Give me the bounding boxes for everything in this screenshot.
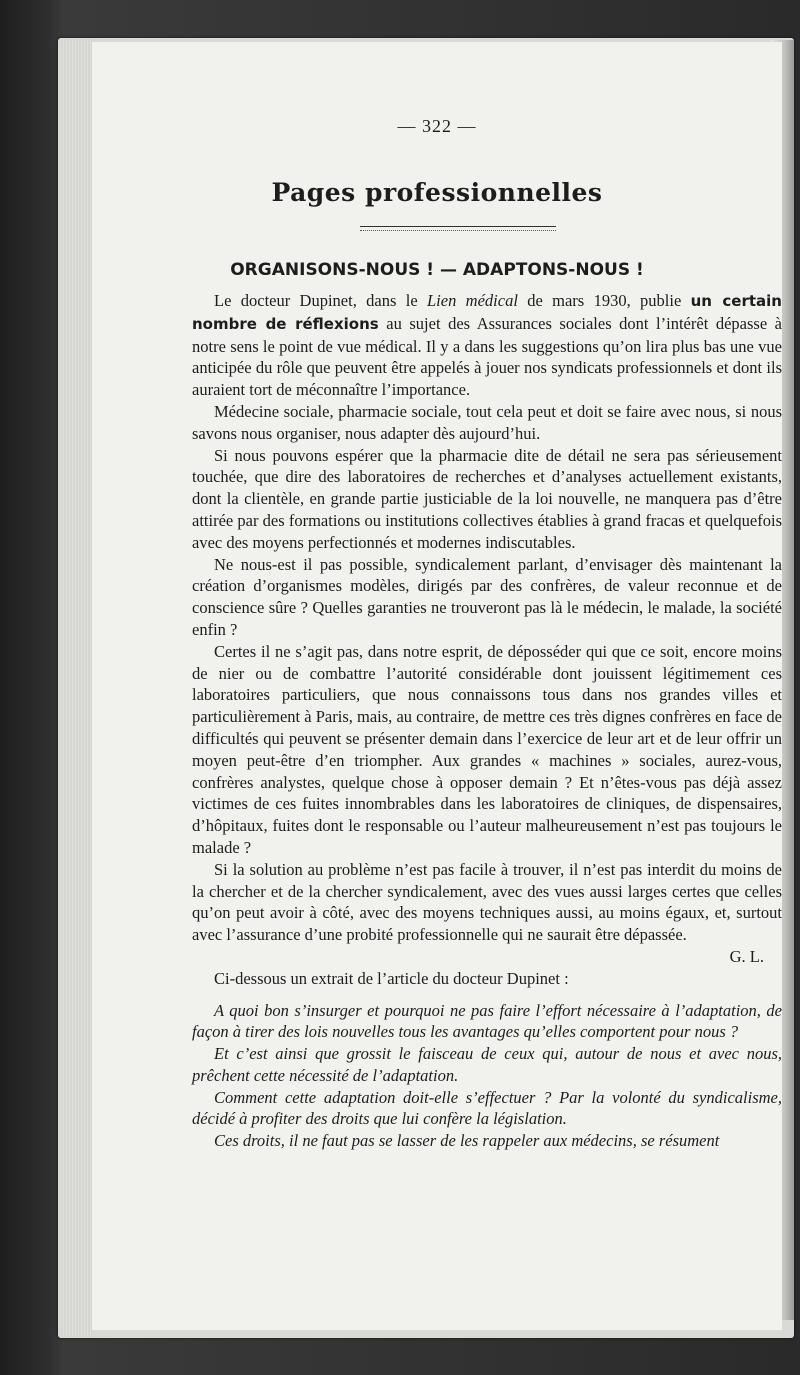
- signature: G. L.: [729, 946, 764, 966]
- text-run: Le docteur Dupinet, dans le: [214, 291, 427, 310]
- paragraph: Ne nous-est il pas possible, syndicalement parlant, d’envisager dès maintenant la création d’organismes modèles, dirigés par des confrères, de valeur reconnue et de conscience sûre ? Quelles garanties ne trouveront pas là le médecin, le malade, la société enfin ?: [192, 554, 782, 639]
- document-page: [92, 42, 782, 1330]
- section-title: Pages professionnelles: [271, 178, 603, 207]
- text-run: au sujet des Assurances sociales dont l’intérêt dépasse à notre sens le point de vue médical. Il y a dans les suggestions qu’on lira plus bas une vue anticipée du rôle que peuvent être appelés à jouer nos syndicats professionnels et dont ils auraient tort de méconnaître l’importance.: [192, 313, 783, 400]
- quote-paragraph: A quoi bon s’insurger et pourquoi ne pas faire l’effort nécessaire à l’adaptation, de façon à tirer des lois nouvelles tous les avantages qu’elles comportent pour nous ?: [192, 1000, 782, 1042]
- article-body: [192, 290, 782, 1152]
- journal-title: Lien médical: [427, 291, 518, 310]
- quote-paragraph: Et c’est ainsi que grossit le faisceau de ceux qui, autour de nous et avec nous, prêchent cette nécessité de l’adaptation.: [192, 1044, 782, 1085]
- article-heading: ORGANISONS-NOUS ! — ADAPTONS-NOUS !: [230, 260, 644, 280]
- title-divider: [360, 226, 556, 231]
- paragraph-intro: [192, 290, 782, 401]
- page-edges: [62, 40, 92, 1336]
- text-run: de mars 1930, publie: [517, 291, 691, 310]
- page-number: — 322 —: [397, 116, 477, 136]
- paragraph: Certes il ne s’agit pas, dans notre esprit, de déposséder qui que ce soit, encore moins de nier ou de combattre l’autorité considérable dont jouissent légitimement ces laboratoires particuliers, que nous connaissons tous dans nos grandes villes et particulièrement à Paris, mais, au contraire, de mettre ces très dignes confrères en face de difficultés qui peuvent se présenter demain dans l’exercice de leur art et de leur offrir un moyen peut-être d’en triompher. Aux grandes « machines » sociales, aurez-vous, confrères analystes, quelque chose à opposer demain ? Et n’êtes-vous pas déjà assez victimes de ces fuites innombrables dans les laboratoires de cliniques, de dispensaires, d’hôpitaux, fuites dont le responsable ou l’auteur malheureusement n’est pas toujours le malade ?: [192, 641, 782, 857]
- extract-intro: Ci-dessous un extrait de l’article du docteur Dupinet :: [214, 968, 569, 988]
- quote-paragraph: Comment cette adaptation doit-elle s’effectuer ? Par la volonté du syndicalisme, décidé à profiter des droits que lui confère la législation.: [192, 1087, 782, 1129]
- bold-phrase: un certain nombre de réflexions: [192, 292, 782, 333]
- paragraph: Si la solution au problème n’est pas facile à trouver, il n’est pas interdit du moins de la chercher et de la chercher syndicalement, avec des vues aussi larges certes que celles qu’on peut avoir à côté, avec des moyens techniques aussi, au moins égaux, et, surtout avec l’assurance d’une probité professionnelle qui ne saurait être dépassée.: [192, 859, 782, 945]
- quote-paragraph: Ces droits, il ne faut pas se lasser de les rappeler aux médecins, se résument: [214, 1131, 720, 1151]
- paragraph: Médecine sociale, pharmacie sociale, tout cela peut et doit se faire avec nous, si nous savons nous organiser, nous adapter dès aujourd’hui.: [192, 401, 782, 443]
- paragraph: Si nous pouvons espérer que la pharmacie dite de détail ne sera pas sérieusement touchée, que dire des laboratoires de recherches et d’analyses actuellement existants, dont la clientèle, en grande partie justiciable de la loi nouvelle, ne manquera pas d’être attirée par des formations ou institutions collectives établies à grand fracas et quelquefois avec des moyens perfectionnés et modernes indiscutables.: [192, 445, 782, 552]
